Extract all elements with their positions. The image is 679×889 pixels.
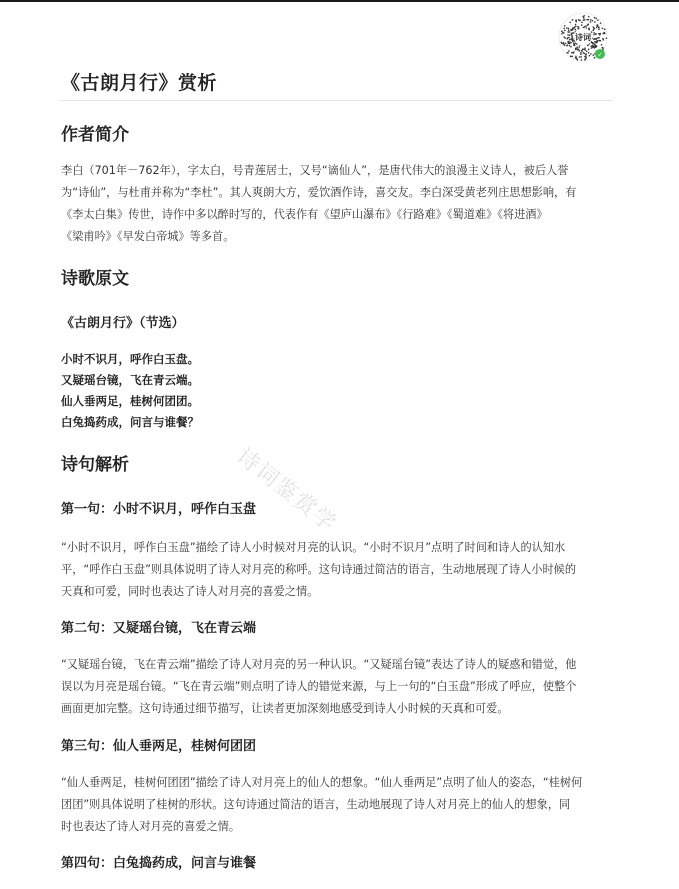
paragraph-line: 画面更加完整。这句诗通过细节描写，让读者更加深刻地感受到诗人小时候的天真和可爱。 [61, 702, 509, 715]
section-paragraph [61, 537, 613, 603]
author-heading: 作者简介 [61, 125, 129, 145]
qr-label: 诗词 [575, 33, 591, 42]
author-paragraph [61, 160, 613, 248]
poem-heading: 诗歌原文 [61, 269, 129, 289]
section-title: 第三句：仙人垂两足，桂树何团团 [61, 739, 257, 754]
section-title: 第一句：小时不识月，呼作白玉盘 [61, 502, 257, 517]
section-paragraph [61, 654, 613, 720]
svg-text:✓: ✓ [597, 51, 603, 59]
section-title: 第二句：又疑瑶台镜，飞在青云端 [61, 621, 257, 636]
paragraph-line: 天真和可爱，同时也表达了诗人对月亮的喜爱之情。 [61, 585, 319, 598]
section-title: 第四句：白兔捣药成，问言与谁餐 [61, 856, 257, 871]
poem-line: 又疑瑶台镜，飞在青云端。 [61, 373, 199, 387]
poem-line: 小时不识月，呼作白玉盘。 [61, 352, 199, 366]
paragraph-line: 为“诗仙”，与杜甫并称为“李杜”。其人爽朗大方，爱饮酒作诗，喜交友。李白深受黄老列庄思想影响，有 [61, 186, 577, 199]
paragraph-line: “仙人垂两足，桂树何团团”描绘了诗人对月亮上的仙人的想象。“仙人垂两足”点明了仙人的姿态，“桂树何 [61, 776, 583, 789]
paragraph-line: 平，“呼作白玉盘”则具体说明了诗人对月亮的称呼。这句诗通过简洁的语言，生动地展现了诗人小时候的 [61, 563, 577, 576]
paragraph-line: 《梁甫吟》《早发白帝城》等多首。 [61, 230, 235, 243]
paragraph-line: 误以为月亮是瑶台镜。“飞在青云端”则点明了诗人的错觉来源，与上一句的“白玉盘”形成了呼应，使整个 [61, 680, 577, 693]
top-border [0, 0, 679, 2]
page-title: 《古朗月行》赏析 [61, 70, 613, 101]
paragraph-line: “小时不识月，呼作白玉盘”描绘了诗人小时候对月亮的认识。“小时不识月”点明了时间和诗人的认知水 [61, 541, 566, 554]
poem-subtitle: 《古朗月行》（节选） [61, 316, 185, 331]
watermark: 诗词鉴赏学 [231, 443, 342, 538]
poem-line: 白兔捣药成，问言与谁餐？ [61, 415, 199, 429]
section-paragraph [61, 772, 613, 838]
paragraph-line: 李白（701年－762年），字太白，号青莲居士，又号“谪仙人”，是唐代伟大的浪漫主义诗人，被后人誉 [61, 164, 569, 177]
paragraph-line: 团团”则具体说明了桂树的形状。这句诗通过简洁的语言，生动地展现了诗人对月亮上的仙人的想象，同 [61, 798, 571, 811]
poem-line: 仙人垂两足，桂树何团团。 [61, 394, 199, 408]
paragraph-line: 时也表达了诗人对月亮的喜爱之情。 [61, 820, 241, 833]
paragraph-line: “又疑瑶台镜，飞在青云端”描绘了诗人对月亮的另一种认识。“又疑瑶台镜”表达了诗人的疑惑和错觉，他 [61, 658, 577, 671]
qr-code-icon [556, 12, 610, 62]
analysis-heading: 诗句解析 [61, 455, 129, 475]
paragraph-line: 《李太白集》传世，诗作中多以醉时写的，代表作有《望庐山瀑布》《行路难》《蜀道难》《将进酒》 [61, 208, 548, 221]
